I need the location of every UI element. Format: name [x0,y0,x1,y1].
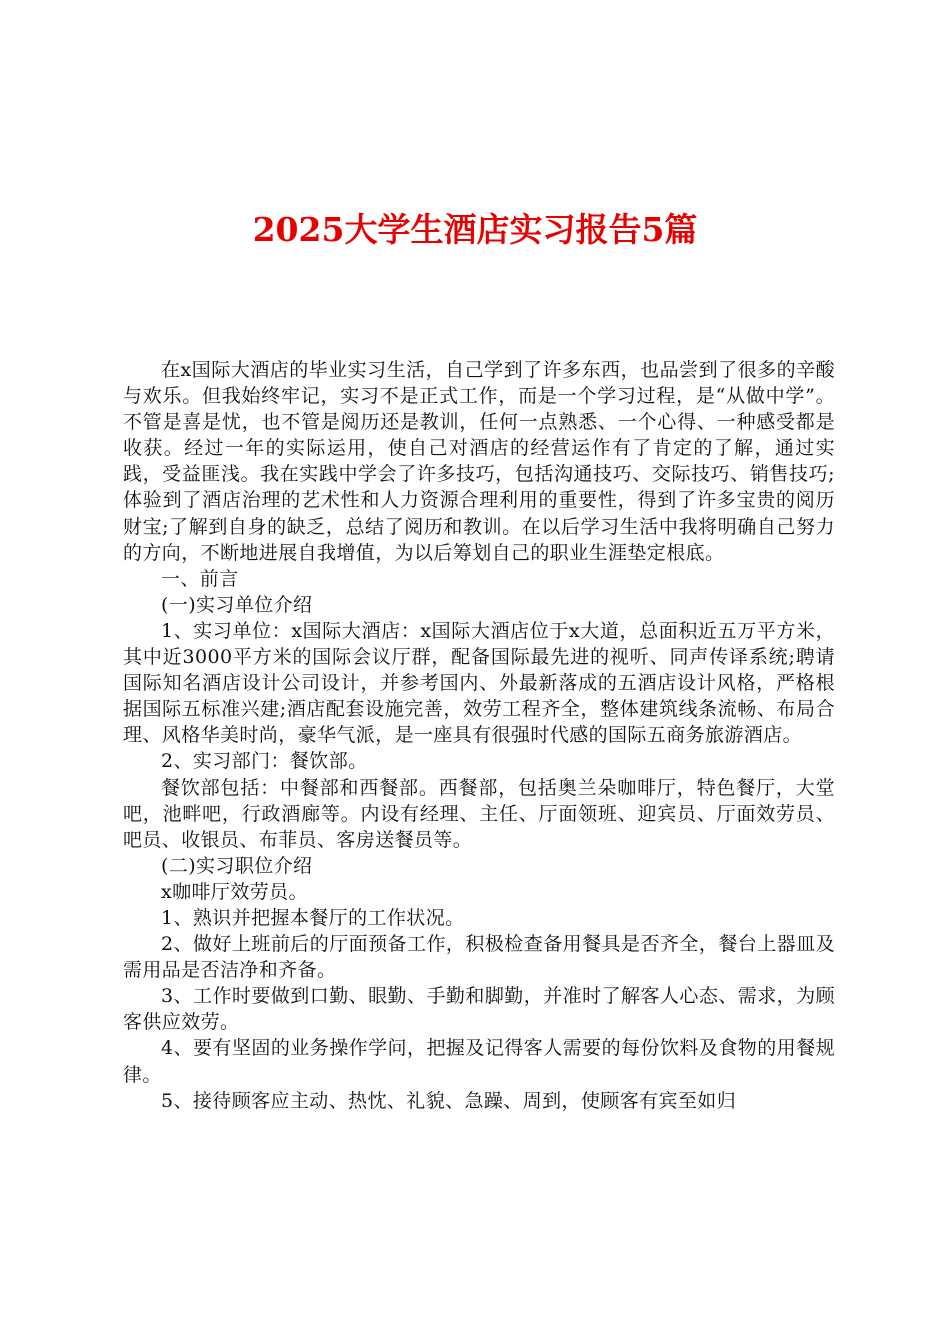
paragraph-food-beverage: 餐饮部包括：中餐部和西餐部。西餐部，包括奥兰朵咖啡厅，特色餐厅，大堂吧，池畔吧，行政酒廊等。内设有经理、主任、厅面领班、迎宾员、厅面效劳员、吧员、收银员、布菲员、客房送餐员等。 [123,776,835,851]
subheading-unit-intro: (一)实习单位介绍 [161,593,313,616]
document-title: 2025大学生酒店实习报告5篇 [252,210,698,249]
document-body [123,357,835,1114]
paragraph-department: 2、实习部门：餐饮部。 [161,750,368,773]
paragraph-intro: 在x国际大酒店的毕业实习生活，自己学到了许多东西，也品尝到了很多的辛酸与欢乐。但我始终牢记，实习不是正式工作，而是一个学习过程，是“从做中学”。不管是喜是忧，也不管是阅历还是教训，任何一点熟悉、一个心得、一种感受都是收获。经过一年的实际运用，使自己对酒店的经营运作有了肯定的了解，通过实践，受益匪浅。我在实践中学会了许多技巧，包括沟通技巧、交际技巧、销售技巧;体验到了酒店治理的艺术性和人力资源合理利用的重要性，得到了许多宝贵的阅历财宝;了解到自身的缺乏，总结了阅历和教训。在以后学习生活中我将明确自己努力的方向，不断地进展自我增值，为以后筹划自己的职业生涯垫定根底。 [123,359,835,564]
list-item-duty-5: 5、接待顾客应主动、热忱、礼貌、急躁、周到，使顾客有宾至如归 [161,1089,737,1112]
list-item-duty-4: 4、要有坚固的业务操作学问，把握及记得客人需要的每份饮料及食物的用餐规律。 [123,1037,835,1086]
heading-preface: 一、前言 [161,567,239,590]
paragraph-position: x咖啡厅效劳员。 [161,880,308,903]
list-item-duty-3: 3、工作时要做到口勤、眼勤、手勤和脚勤，并准时了解客人心态、需求，为顾客供应效劳。 [123,985,835,1034]
subheading-position-intro: (二)实习职位介绍 [161,854,313,877]
list-item-duty-2: 2、做好上班前后的厅面预备工作，积极检查备用餐具是否齐全，餐台上器皿及需用品是否洁净和齐备。 [123,933,835,982]
list-item-duty-1: 1、熟识并把握本餐厅的工作状况。 [161,906,465,929]
paragraph-unit: 1、实习单位：x国际大酒店：x国际大酒店位于x大道，总面积近五万平方米，其中近3000平方米的国际会议厅群，配备国际最先进的视听、同声传译系统;聘请国际知名酒店设计公司设计，并参考国内、外最新落成的五酒店设计风格，严格根据国际五标准兴建;酒店配套设施完善，效劳工程齐全，整体建筑线条流畅、布局合理、风格华美时尚，豪华气派，是一座具有很强时代感的国际五商务旅游酒店。 [123,619,835,747]
